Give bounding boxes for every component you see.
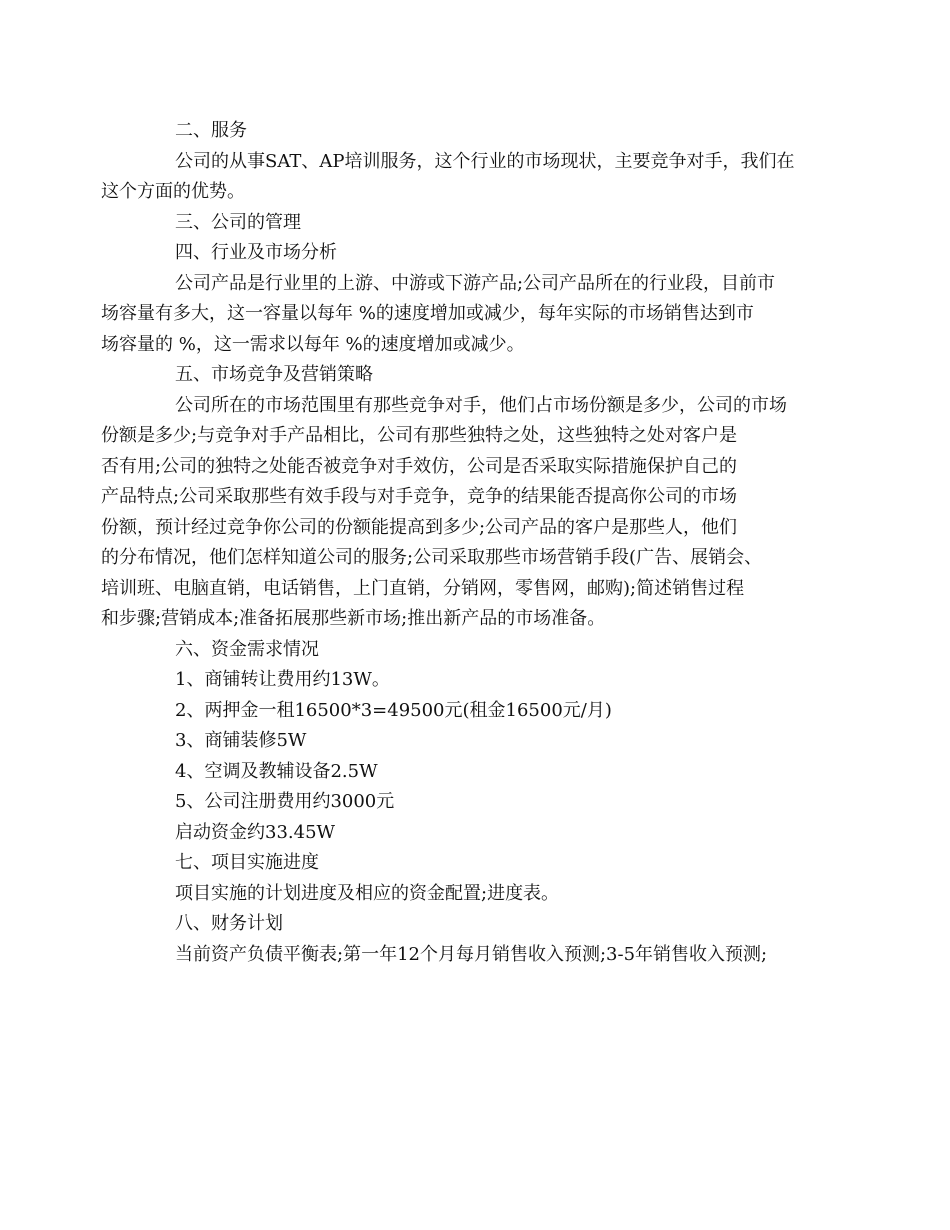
funding-item-5: 5、公司注册费用约3000元 — [175, 791, 395, 812]
paragraph-market-analysis: 公司产品是行业里的上游、中游或下游产品;公司产品所在的行业段，目前市 场容量有多大，这一容量以每年 %的速度增加或减少，每年实际的市场销售达到市 场容量的 %，这一需求以每年 %的速度增加或减少。 — [101, 272, 776, 355]
section-heading-market-analysis: 四、行业及市场分析 — [175, 242, 337, 263]
paragraph-competition: 公司所在的市场范围里有那些竞争对手，他们占市场份额是多少，公司的市场 份额是多少;与竞争对手产品相比，公司有那些独特之处，这些独特之处对客户是 否有用;公司的独特之处能否被竞争对手效仿，公司是否采取实际措施保护自己的 产品特点;公司采取那些有效手段与对手竞争，竞争的结果能否提高你公司的市场 份额，预计经过竞争你公司的份额能提高到多少;公司产品的客户是那些人，他们 的分布情况，他们怎样知道公司的服务;公司采取那些市场营销手段(广告、展销会、 培训班、电脑直销，电话销售，上门直销，分销网，零售网，邮购);简述销售过程 和步骤;营销成本;准备拓展那些新市场;推出新产品的市场准备。 — [101, 394, 787, 629]
section-heading-finance: 八、财务计划 — [175, 913, 283, 934]
section-heading-services: 二、服务 — [175, 120, 247, 141]
document-body — [101, 116, 828, 970]
funding-item-1: 1、商铺转让费用约13W。 — [175, 669, 390, 690]
funding-total: 启动资金约33.45W — [175, 821, 336, 843]
funding-item-3: 3、商铺装修5W — [175, 730, 307, 751]
section-heading-competition: 五、市场竞争及营销策略 — [175, 364, 373, 385]
paragraph-schedule: 项目实施的计划进度及相应的资金配置;进度表。 — [175, 882, 560, 904]
section-heading-schedule: 七、项目实施进度 — [175, 852, 319, 873]
funding-item-4: 4、空调及教辅设备2.5W — [175, 760, 378, 782]
section-heading-funding: 六、资金需求情况 — [175, 638, 319, 660]
section-heading-management: 三、公司的管理 — [175, 211, 301, 233]
paragraph-finance: 当前资产负债平衡表;第一年12个月每月销售收入预测;3-5年销售收入预测; — [175, 943, 768, 965]
funding-item-2: 2、两押金一租16500*3=49500元(租金16500元/月) — [175, 699, 612, 721]
paragraph-services: 公司的从事SAT、AP培训服务，这个行业的市场现状，主要竞争对手，我们在 这个方面的优势。 — [101, 150, 795, 202]
